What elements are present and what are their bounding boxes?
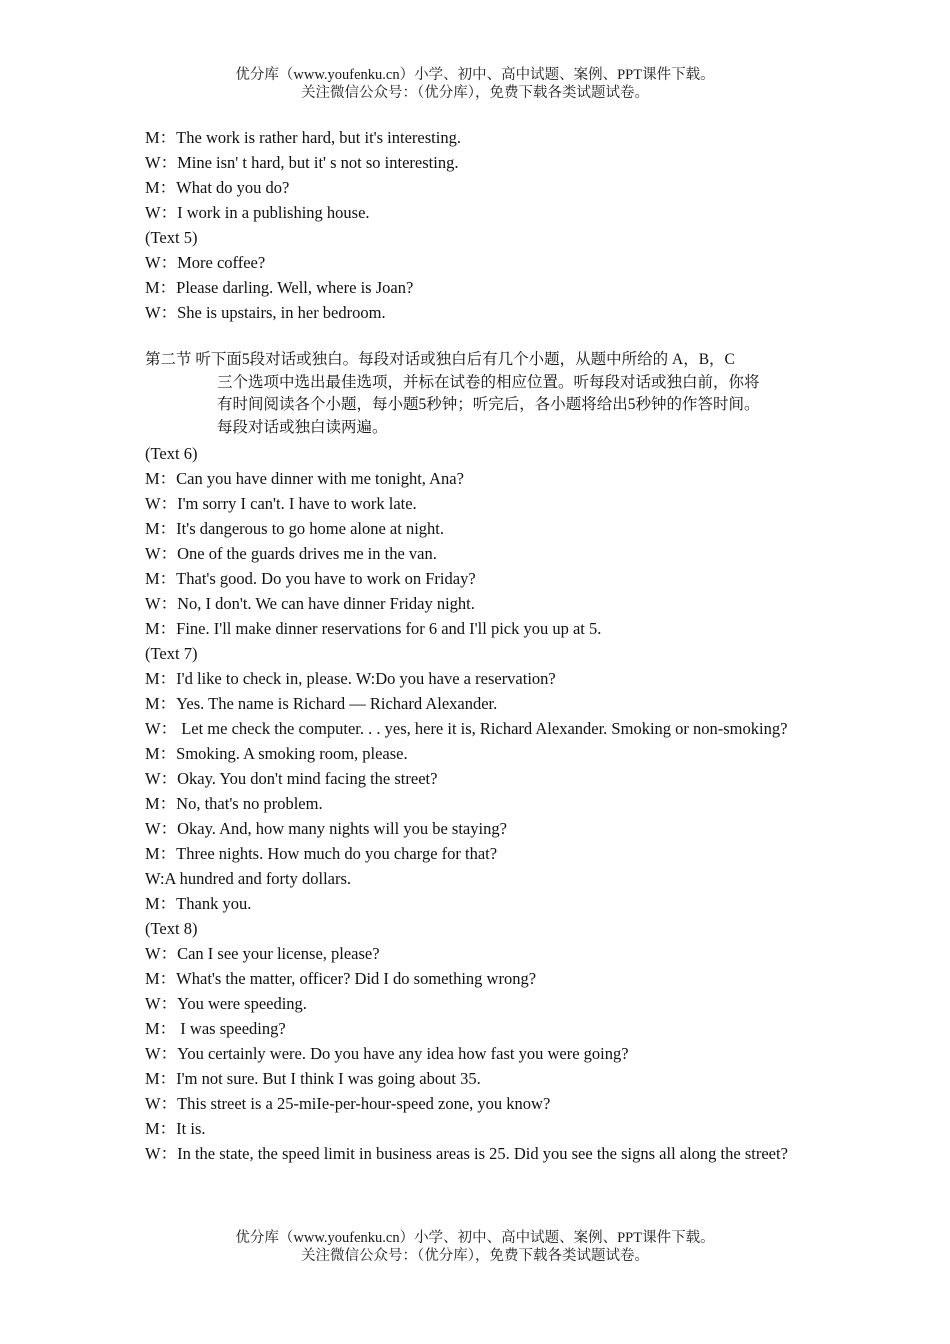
text-heading: (Text 7)	[145, 644, 198, 663]
instruction-line: 有时间阅读各个小题，每小题5秒钟；听完后，各小题将给出5秒钟的作答时间。	[217, 396, 760, 413]
dialogue-line: W：I'm sorry I can't. I have to work late.	[145, 494, 417, 513]
dialogue-line: M：What's the matter, officer? Did I do something wrong?	[145, 969, 537, 988]
dialogue-line: W:A hundred and forty dollars.	[145, 869, 352, 888]
dialogue-line: W：I work in a publishing house.	[145, 203, 370, 222]
page-footer	[0, 1229, 950, 1265]
section-title: 第二节 听下面5段对话或独白。每段对话或独白后有几个小题，从题中所给的 A，B，C	[145, 351, 735, 368]
spacer	[145, 325, 810, 349]
document-body	[145, 125, 810, 1166]
section-body	[145, 372, 810, 440]
dialogue-paragraph: W：In the state, the speed limit in business areas is 25. Did you see the signs all along the street?	[145, 1144, 788, 1163]
dialogue-line: W：One of the guards drives me in the van.	[145, 544, 437, 563]
dialogue-paragraph: W： Let me check the computer. . . yes, here it is, Richard Alexander. Smoking or non-smoking?	[145, 719, 788, 738]
dialogue-line: M：Thank you.	[145, 894, 252, 913]
dialogue-line: W：Can I see your license, please?	[145, 944, 380, 963]
footer-line-1: 优分库（www.youfenku.cn）小学、初中、高中试题、案例、PPT课件下载。	[235, 1230, 715, 1246]
dialogue-line: M：Smoking. A smoking room, please.	[145, 744, 408, 763]
dialogue-line: M：It's dangerous to go home alone at night.	[145, 519, 445, 538]
dialogue-line: M：The work is rather hard, but it's interesting.	[145, 128, 461, 147]
section-instructions	[145, 349, 810, 439]
dialogue-line: M：Please darling. Well, where is Joan?	[145, 278, 414, 297]
dialogue-line: M：What do you do?	[145, 178, 290, 197]
header-line-1: 优分库（www.youfenku.cn）小学、初中、高中试题、案例、PPT课件下载。	[235, 67, 715, 83]
header-line-2: 关注微信公众号：（优分库），免费下载各类试题试卷。	[301, 85, 649, 101]
dialogue-line: M：That's good. Do you have to work on Friday?	[145, 569, 476, 588]
dialogue-line: W：More coffee?	[145, 253, 266, 272]
page-header	[0, 66, 950, 102]
dialogue-line: W：You were speeding.	[145, 994, 307, 1013]
dialogue-line: M：Three nights. How much do you charge for that?	[145, 844, 498, 863]
dialogue-line: W：Okay. And, how many nights will you be staying?	[145, 819, 507, 838]
dialogue-line: W：No, I don't. We can have dinner Friday night.	[145, 594, 475, 613]
dialogue-line: M：Can you have dinner with me tonight, Ana?	[145, 469, 464, 488]
text-heading: (Text 5)	[145, 228, 198, 247]
dialogue-line: M：Yes. The name is Richard — Richard Alexander.	[145, 694, 498, 713]
dialogue-line: M：It is.	[145, 1119, 206, 1138]
text-heading: (Text 8)	[145, 919, 198, 938]
text-heading: (Text 6)	[145, 444, 198, 463]
dialogue-line: W：Mine isn' t hard, but it' s not so interesting.	[145, 153, 459, 172]
dialogue-line: M： I was speeding?	[145, 1019, 286, 1038]
dialogue-line: M：No, that's no problem.	[145, 794, 323, 813]
dialogue-line: M：I'd like to check in, please. W:Do you have a reservation?	[145, 669, 556, 688]
instruction-line: 三个选项中选出最佳选项，并标在试卷的相应位置。听每段对话或独白前，你将	[217, 373, 760, 391]
dialogue-line: M：Fine. I'll make dinner reservations for 6 and I'll pick you up at 5.	[145, 619, 602, 638]
dialogue-line: W：She is upstairs, in her bedroom.	[145, 303, 386, 322]
dialogue-line: W：Okay. You don't mind facing the street?	[145, 769, 438, 788]
dialogue-line: W：This street is a 25-miIe-per-hour-speed zone, you know?	[145, 1094, 551, 1113]
footer-line-2: 关注微信公众号：（优分库），免费下载各类试题试卷。	[301, 1248, 649, 1264]
dialogue-line: W：You certainly were. Do you have any idea how fast you were going?	[145, 1044, 629, 1063]
dialogue-line: M：I'm not sure. But I think I was going about 35.	[145, 1069, 481, 1088]
instruction-line: 每段对话或独白读两遍。	[217, 418, 388, 436]
